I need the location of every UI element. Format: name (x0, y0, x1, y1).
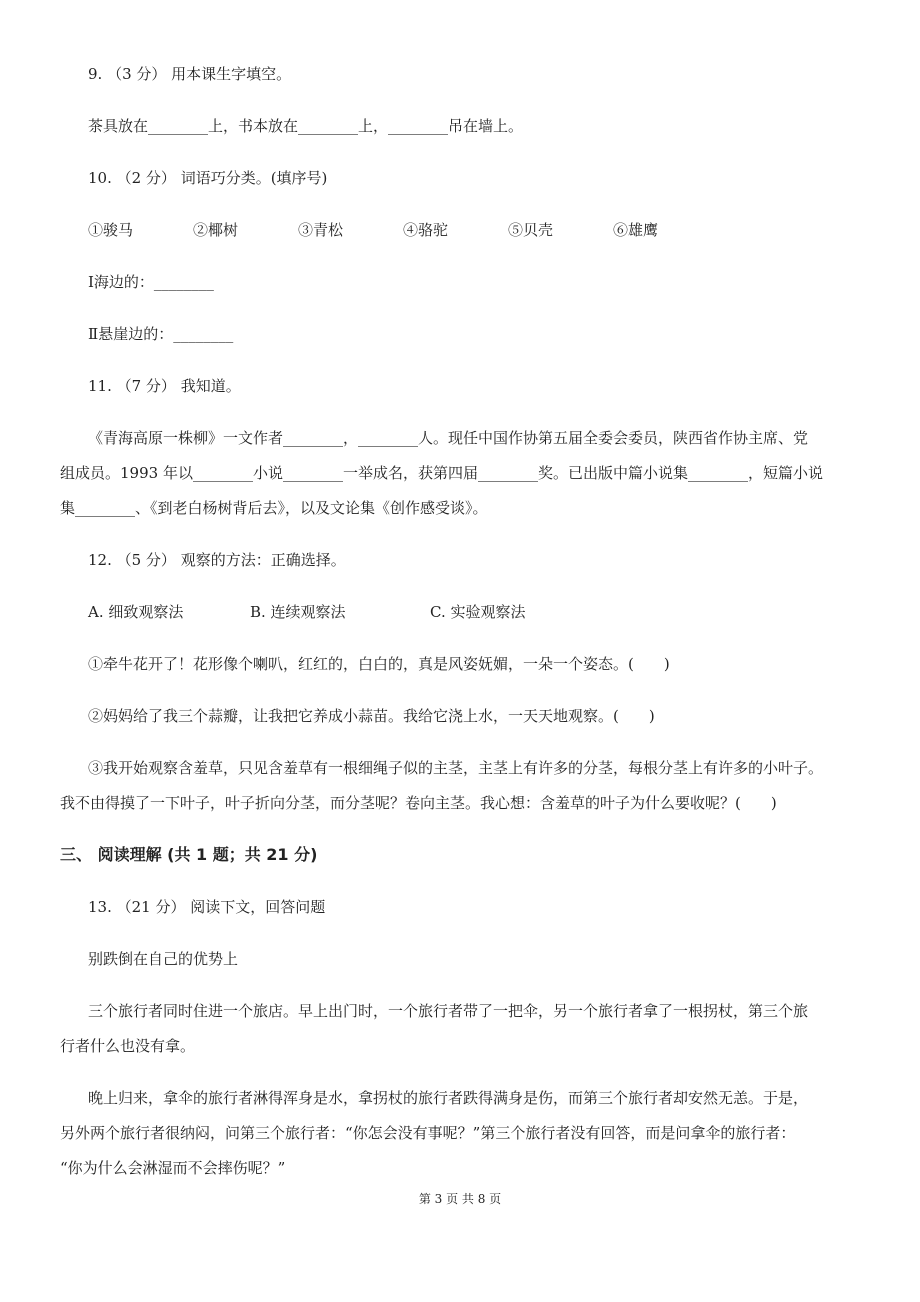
passage-line: 另外两个旅行者很纳闷，问第三个旅行者：“你怎会没有事呢？”第三个旅行者没有回答，而是问拿伞的旅行者： (60, 1124, 796, 1142)
q9-header: 9. （3 分） 用本课生字填空。 (88, 65, 292, 83)
q11-line: 集________、《到老白杨树背后去》，以及文论集《创作感受谈》。 (60, 499, 488, 517)
page-number: 第 3 页 共 8 页 (418, 1192, 502, 1206)
q10-option: ①骏马 (88, 221, 134, 239)
passage-line: 三个旅行者同时住进一个旅店。早上出门时，一个旅行者带了一把伞，另一个旅行者拿了一根拐杖，第三个旅 (88, 1002, 809, 1020)
q12-choice: A. 细致观察法 (88, 603, 184, 621)
q11-line: 《青海高原一株柳》一文作者________，________人。现任中国作协第五届全委会委员，陕西省作协主席、党 (88, 429, 809, 447)
q10-options (88, 220, 658, 240)
q10-option: ④骆驼 (403, 221, 449, 239)
passage-title: 别跌倒在自己的优势上 (88, 950, 239, 968)
q9-fill-text: 茶具放在________上，书本放在________上，________吊在墙上。 (88, 117, 524, 135)
q12-choices (88, 602, 525, 622)
q11-header: 11. （7 分） 我知道。 (88, 377, 241, 395)
passage-line: 行者什么也没有拿。 (60, 1037, 196, 1055)
q10-blank-cliff: Ⅱ悬崖边的：________ (88, 325, 234, 343)
q11-line: 组成员。1993 年以________小说________一举成名，获第四届________奖。已出版中篇小说集________，短篇小说 (60, 464, 823, 482)
q10-blank-seaside: Ⅰ海边的：________ (88, 273, 214, 291)
q13-header: 13. （21 分） 阅读下文，回答问题 (88, 898, 326, 916)
q10-option: ③青松 (298, 221, 344, 239)
section-heading: 三、 阅读理解 (共 1 题；共 21 分) (60, 845, 318, 864)
q10-option: ⑥雄鹰 (613, 221, 659, 239)
q12-item-3-line: 我不由得摸了一下叶子，叶子折向分茎，而分茎呢？卷向主茎。我心想：含羞草的叶子为什么要收呢？( ) (60, 794, 777, 812)
passage-line: 晚上归来，拿伞的旅行者淋得浑身是水，拿拐杖的旅行者跌得满身是伤，而第三个旅行者却安然无恙。于是， (88, 1089, 809, 1107)
q12-item-2: ②妈妈给了我三个蒜瓣，让我把它养成小蒜苗。我给它浇上水，一天天地观察。( ) (88, 707, 655, 725)
q10-header: 10. （2 分） 词语巧分类。(填序号) (88, 169, 328, 187)
q12-item-1: ①牵牛花开了！花形像个喇叭，红红的，白白的，真是风姿妩媚，一朵一个姿态。( ) (88, 655, 670, 673)
q12-choice: C. 实验观察法 (430, 603, 526, 621)
q10-option: ⑤贝壳 (508, 221, 554, 239)
passage-line: “你为什么会淋湿而不会摔伤呢？” (60, 1159, 286, 1177)
q12-choice: B. 连续观察法 (250, 603, 346, 621)
q12-item-3-line: ③我开始观察含羞草，只见含羞草有一根细绳子似的主茎，主茎上有许多的分茎，每根分茎上有许多的小叶子。 (88, 759, 824, 777)
q10-option: ②椰树 (193, 221, 239, 239)
q12-header: 12. （5 分） 观察的方法：正确选择。 (88, 551, 346, 569)
